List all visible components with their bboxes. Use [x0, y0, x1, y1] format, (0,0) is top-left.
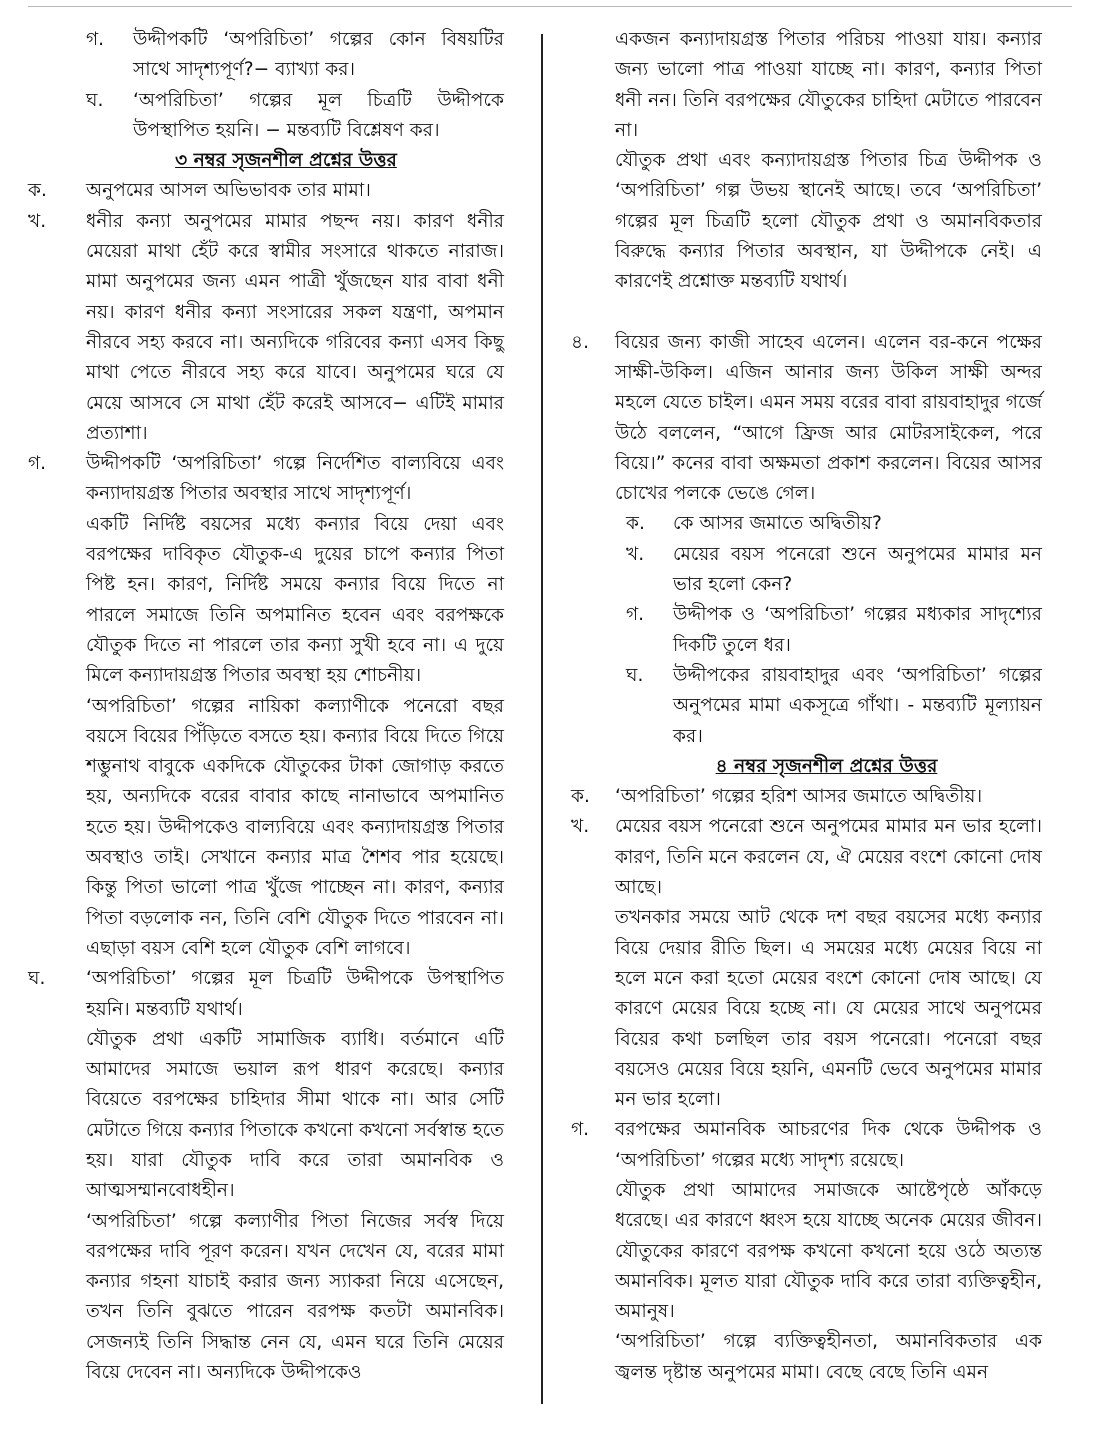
left-column — [28, 25, 504, 1388]
answer-ga — [28, 449, 504, 510]
question-4-text: বিয়ের জন্য কাজী সাহেব এলেন। এলেন বর-কনে পক্ষের সাক্ষী-উকিল। এজিন আনার জন্য উকিল সাক্ষী অন্দর মহলে যেতে চাইল। এমন সময় বরের বাবা রায়বাহাদুর গর্জে উঠে বললেন, “আগে ফ্রিজ আর মোটরসাইকেল, পরে বিয়ে।” কনের বাবা অক্ষমতা প্রকাশ করলেন। বিয়ের আসর চোখের পলকে ভেঙে গেল। — [615, 331, 1042, 505]
answer4-ka — [571, 782, 1042, 812]
answer4-kha-paragraph-2: তখনকার সময়ে আট থেকে দশ বছর বয়সের মধ্যে কন্যার বিয়ে দেয়ার রীতি ছিল। এ সময়ের মধ্যে মেয়ের বিয়ে না হলে মনে করা হতো মেয়ের বংশে কোনো দোষ আছে। যে কারণে মেয়ের বিয়ে হচ্ছে না। যে মেয়ের সাথে অনুপমের বিয়ের কথা চলছিল তার বয়স পনেরো। পনেরো বছর বয়সেও মেয়ের বিয়ে হয়নি, এমনটি ভেবে অনুপমের মামার মন ভার হলো। — [615, 907, 1042, 1111]
q4-ka-text: কে আসর জমাতে অদ্বিতীয়? — [673, 513, 882, 535]
right-column — [571, 25, 1042, 1388]
question-4-label: ৪. — [571, 331, 589, 353]
q4-ka-question — [571, 509, 1042, 539]
answer-ga-paragraph-2: একটি নির্দিষ্ট বয়সের মধ্যে কন্যার বিয়ে দেয়া এবং বরপক্ষের দাবিকৃত যৌতুক-এ দুয়ের চাপে কন্যার পিতা পিষ্ট হন। কারণ, নির্দিষ্ট সময়ে কন্যার বিয়ে দিতে না পারলে সমাজে তিনি অপমানিত হবেন এবং বরপক্ষকে যৌতুক দিতে না পারলে তার কন্যা সুখী হবে না। এ দুয়ে মিলে কন্যাদায়গ্রস্ত পিতার অবস্থা হয় শোচনীয়। — [86, 513, 504, 687]
spacer — [571, 298, 1042, 328]
q4-ga-text: উদ্দীপক ও ‘অপরিচিতা’ গল্পের মধ্যকার সাদৃশ্যের দিকটি তুলে ধর। — [673, 604, 1042, 656]
q3-ga-text: উদ্দীপকটি ‘অপরিচিতা’ গল্পের কোন বিষয়টির সাথে সাদৃশ্যপূর্ণ?− ব্যাখ্যা কর। — [133, 29, 504, 81]
question-4-stem — [571, 328, 1042, 510]
answer4-kha-text: মেয়ের বয়স পনেরো শুনে অনুপমের মামার মন ভার হলো। কারণ, তিনি মনে করলেন যে, ঐ মেয়ের বংশে কোনো দোষ আছে। — [615, 816, 1042, 899]
answer-ga-paragraph-3: ‘অপরিচিতা’ গল্পের নায়িকা কল্যাণীকে পনেরো বছর বয়সে বিয়ের পিঁড়িতে বসতে হয়। কন্যার বিয়ে দিতে গিয়ে শম্ভুনাথ বাবুকে একদিকে যৌতুকের টাকা জোগাড় করতে হয়, অন্যদিকে বরের বাবার কাছে নানাভাবে অপমানিত হতে হয়। উদ্দীপকেও বাল্যবিয়ে এবং কন্যাদায়গ্রস্ত পিতার অবস্থাও তাই। সেখানে কন্যার মাত্র শৈশব পার হয়েছে। কিন্তু পিতা ভালো পাত্র খুঁজে পাচ্ছেন না। কারণ, কন্যার পিতা বড়লোক নন, তিনি বেশি যৌতুক দিতে পারবেন না। এছাড়া বয়স বেশি হলে যৌতুক বেশি লাগবে। — [86, 695, 504, 959]
q3-ga-label: গ. — [86, 29, 105, 50]
answer-gha-text: ‘অপরিচিতা’ গল্পের মূল চিত্রটি উদ্দীপকে উপস্থাপিত হয়নি। মন্তব্যটি যথার্থ। — [86, 968, 504, 1020]
top-rule — [28, 6, 1072, 7]
answer4-ka-label: ক. — [571, 786, 590, 808]
answer4-kha — [571, 812, 1042, 903]
answer-ga-label: গ. — [28, 453, 47, 475]
answer-kha — [28, 207, 504, 449]
answer4-ga-label: গ. — [571, 1119, 590, 1141]
answer-kha-text: ধনীর কন্যা অনুপমের মামার পছন্দ নয়। কারণ ধনীর মেয়েরা মাথা হেঁট করে স্বামীর সংসারে থাকতে নারাজ। মামা অনুপমের জন্য এমন পাত্রী খুঁজছেন যার বাবা ধনী নয়। কারণ ধনীর কন্যা সংসারের সকল যন্ত্রণা, অপমান নীরবে সহ্য করবে না। অন্যদিকে গরিবের কন্যা এসব কিছু মাথা পেতে নীরবে সহ্য করে যাবে। অনুপমের ঘরে যে মেয়ে আসবে সে মাথা হেঁট করেই আসবে− এটিই মামার প্রত্যাশা। — [86, 210, 504, 444]
q4-gha-label: ঘ. — [626, 664, 644, 686]
answer-4-heading: ৪ নম্বর সৃজনশীল প্রশ্নের উত্তর — [715, 755, 938, 777]
continued-paragraph-2: যৌতুক প্রথা এবং কন্যাদায়গ্রস্ত পিতার চিত্র উদ্দীপক ও ‘অপরিচিতা’ গল্প উভয় স্থানেই আছে। তবে ‘অপরিচিতা’ গল্পের মূল চিত্রটি হলো যৌতুক প্রথা ও অমানবিকতার বিরুদ্ধে কন্যার পিতার অবস্থান, যা উদ্দীপকে নেই। এ কারণেই প্রশ্নোক্ত মন্তব্যটি যথার্থ। — [615, 150, 1042, 293]
answer-ka-text: অনুপমের আসল অভিভাবক তার মামা। — [86, 180, 371, 202]
answer4-kha-label: খ. — [571, 816, 590, 838]
q4-ga-question — [571, 600, 1042, 661]
answer-ka-label: ক. — [28, 180, 47, 202]
continued-paragraph-1: একজন কন্যাদায়গ্রস্ত পিতার পরিচয় পাওয়া যায়। কন্যার জন্য ভালো পাত্র পাওয়া যাচ্ছে না। কারণ, কন্যার পিতা ধনী নন। তিনি বরপক্ষের যৌতুকের চাহিদা মেটাতে পারবেন না। — [615, 29, 1042, 141]
q4-kha-label: খ. — [626, 543, 645, 565]
q3-ga-question — [28, 25, 504, 86]
answer4-ka-text: ‘অপরিচিতা’ গল্পের হরিশ আসর জমাতে অদ্বিতীয়। — [615, 786, 983, 808]
q4-kha-text: মেয়ের বয়স পনেরো শুনে অনুপমের মামার মন ভার হলো কেন? — [673, 543, 1042, 596]
answer-ka — [28, 176, 504, 206]
answer-kha-label: খ. — [28, 210, 47, 232]
q4-gha-question — [571, 661, 1042, 752]
column-divider — [541, 34, 543, 1404]
answer4-ga-text: বরপক্ষের অমানবিক আচরণের দিক থেকে উদ্দীপক ও ‘অপরিচিতা’ গল্পের মধ্যে সাদৃশ্য রয়েছে। — [615, 1119, 1042, 1171]
answer4-ga-paragraph-3: ‘অপরিচিতা’ গল্পে ব্যক্তিত্বহীনতা, অমানবিকতার এক জ্বলন্ত দৃষ্টান্ত অনুপমের মামা। বেছে বেছে তিনি এমন — [615, 1331, 1042, 1383]
answer-gha — [28, 964, 504, 1025]
q4-gha-text: উদ্দীপকের রায়বাহাদুর এবং ‘অপরিচিতা’ গল্পের অনুপমের মামা একসূত্রে গাঁথা। - মন্তব্যটি মূল্যায়ন কর। — [673, 664, 1042, 747]
q3-gha-label: ঘ. — [86, 89, 104, 111]
answer-3-heading: ৩ নম্বর সৃজনশীল প্রশ্নের উত্তর — [175, 150, 397, 172]
q3-gha-question — [28, 86, 504, 147]
q4-kha-question — [571, 540, 1042, 601]
answer-ga-text: উদ্দীপকটি ‘অপরিচিতা’ গল্পে নির্দেশিত বাল্যবিয়ে এবং কন্যাদায়গ্রস্ত পিতার অবস্থার সাথে সাদৃশ্যপূর্ণ। — [86, 453, 504, 505]
answer4-ga-paragraph-2: যৌতুক প্রথা আমাদের সমাজকে আষ্টেপৃষ্ঠে আঁকড়ে ধরেছে। এর কারণে ধ্বংস হয়ে যাচ্ছে অনেক মেয়ের জীবন। যৌতুকের কারণে বরপক্ষ কখনো কখনো হয়ে ওঠে অত্যন্ত অমানবিক। মূলত যারা যৌতুক দাবি করে তারা ব্যক্তিত্বহীন, অমানুষ। — [615, 1179, 1042, 1323]
q4-ga-label: গ. — [626, 604, 645, 626]
answer-gha-paragraph-2: যৌতুক প্রথা একটি সামাজিক ব্যাধি। বর্তমানে এটি আমাদের সমাজে ভয়াল রূপ ধারণ করেছে। কন্যার বিয়েতে বরপক্ষের চাহিদার সীমা থাকে না। আর সেটি মেটাতে গিয়ে কন্যার পিতাকে কখনো কখনো সর্বস্বান্ত হতে হয়। যারা যৌতুক দাবি করে তারা অমানবিক ও আত্মসম্মানবোধহীন। — [86, 1028, 504, 1202]
answer-gha-paragraph-3: ‘অপরিচিতা’ গল্পে কল্যাণীর পিতা নিজের সর্বস্ব দিয়ে বরপক্ষের দাবি পূরণ করেন। যখন দেখেন যে, বরের মামা কন্যার গহনা যাচাই করার জন্য স্যাকরা নিয়ে এসেছেন, তখন তিনি বুঝতে পারেন বরপক্ষ কতটা অমানবিক। সেজন্যই তিনি সিদ্ধান্ত নেন যে, এমন ঘরে তিনি মেয়ের বিয়ে দেবেন না। অন্যদিকে উদ্দীপকেও — [86, 1210, 504, 1384]
q3-gha-text: ‘অপরিচিতা’ গল্পের মূল চিত্রটি উদ্দীপকে উপস্থাপিত হয়নি। − মন্তব্যটি বিশ্লেষণ কর। — [133, 89, 504, 141]
answer-gha-label: ঘ. — [28, 968, 46, 990]
q4-ka-label: ক. — [626, 513, 645, 535]
answer4-ga — [571, 1115, 1042, 1176]
